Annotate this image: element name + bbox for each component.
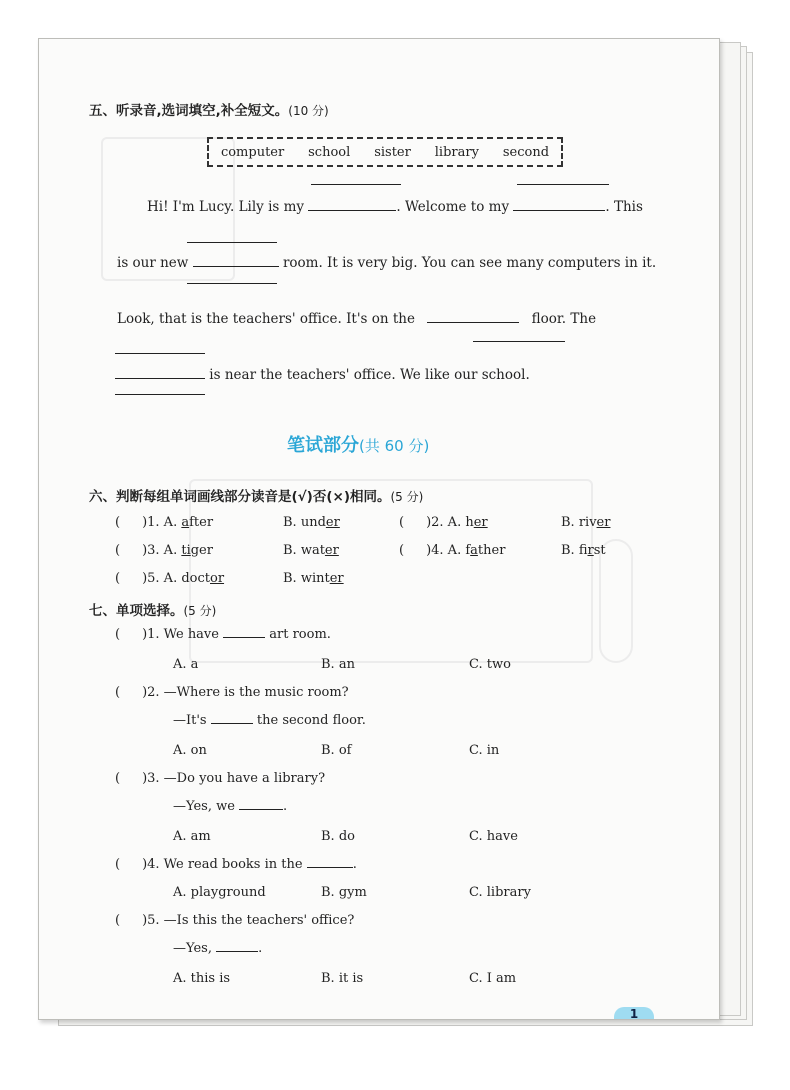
option-a[interactable]: A. playground	[173, 885, 266, 900]
word-a-underlined: a	[470, 543, 478, 558]
pronunciation-item-2	[399, 515, 488, 530]
question-blank[interactable]	[211, 723, 253, 724]
word-a: f	[465, 543, 471, 558]
question-stem: )1. We have	[142, 627, 219, 642]
answer-line	[517, 184, 609, 185]
option-b[interactable]: B. an	[321, 657, 355, 672]
section-6-title: 六、判断每组单词画线部分读音是(√)否(×)相同。	[89, 489, 391, 505]
word-a: fter	[189, 515, 214, 530]
word-bank	[207, 137, 563, 167]
pronunciation-item-4-b	[561, 543, 606, 558]
option-c[interactable]: C. I am	[469, 971, 517, 986]
answer-line	[115, 353, 205, 354]
answer-paren: (	[399, 543, 405, 558]
question-stem: .	[352, 857, 357, 872]
option-c[interactable]: C. have	[469, 829, 518, 844]
item-number: )3. A.	[142, 543, 182, 558]
answer-paren: (	[115, 543, 121, 558]
question-stem: —Yes, we	[173, 799, 235, 814]
passage-line-1	[147, 199, 643, 215]
option-c[interactable]: C. in	[469, 743, 500, 758]
answer-paren: (	[115, 771, 121, 786]
answer-paren: (	[115, 571, 121, 586]
choice-question-5	[115, 913, 354, 928]
section-5-title: 五、听录音,选词填空,补全短文。	[89, 103, 289, 119]
pronunciation-item-2-b	[561, 515, 610, 530]
option-b[interactable]: B. do	[321, 829, 355, 844]
page-number-tab	[614, 1007, 654, 1020]
section-6-points: (5 分)	[390, 490, 424, 504]
word-a: ther	[477, 543, 506, 558]
question-stem: art room.	[269, 627, 331, 642]
word-b-underlined: er	[324, 543, 339, 558]
question-stem: )5. —Is this the teachers' office?	[142, 913, 355, 928]
pronunciation-item-3	[115, 543, 213, 558]
passage-blank-2[interactable]	[513, 210, 605, 211]
passage-blank-5[interactable]	[115, 378, 205, 379]
word-a-underlined: ti	[181, 543, 191, 558]
pronunciation-item-5-b	[283, 571, 344, 586]
word-bank-item: second	[502, 144, 550, 160]
answer-paren: (	[399, 515, 405, 530]
pronunciation-item-1-b	[283, 515, 340, 530]
word-b: B. wat	[283, 543, 325, 558]
answer-paren: (	[115, 857, 121, 872]
option-c[interactable]: C. library	[469, 885, 531, 900]
question-stem: —It's	[173, 713, 207, 728]
item-number: )1. A.	[142, 515, 182, 530]
word-a: h	[465, 515, 474, 530]
choice-question-4	[115, 857, 357, 872]
answer-paren: (	[115, 515, 121, 530]
passage-text: Hi! I'm Lucy. Lily is my	[147, 199, 305, 215]
question-stem: )4. We read books in the	[142, 857, 303, 872]
passage-text: . This	[605, 199, 643, 215]
choice-question-2	[115, 685, 349, 700]
pronunciation-item-5	[115, 571, 224, 586]
question-stem: —Yes,	[173, 941, 212, 956]
word-bank-item: sister	[374, 144, 411, 160]
word-b-underlined: er	[596, 515, 611, 530]
worksheet-page	[38, 38, 720, 1020]
passage-text: is near the teachers' office. We like our school.	[209, 367, 530, 383]
written-part-label: 笔试部分	[287, 435, 359, 456]
section-7-heading	[89, 599, 216, 619]
question-blank[interactable]	[216, 951, 258, 952]
answer-paren: (	[115, 685, 121, 700]
answer-paren: (	[115, 913, 121, 928]
word-b: B. riv	[561, 515, 597, 530]
answer-paren: (	[115, 627, 121, 642]
answer-line	[187, 283, 277, 284]
pronunciation-item-3-b	[283, 543, 339, 558]
item-number: )5. A.	[142, 571, 182, 586]
section-5-heading	[89, 99, 329, 119]
question-stem: the second floor.	[256, 713, 366, 728]
word-bank-item: library	[434, 144, 479, 160]
word-b: B. und	[283, 515, 326, 530]
written-part-title	[287, 431, 429, 457]
question-stem: )2. —Where is the music room?	[142, 685, 349, 700]
word-bank-item: computer	[220, 144, 285, 160]
page-number: 1	[629, 1007, 639, 1020]
question-stem: )3. —Do you have a library?	[142, 771, 326, 786]
passage-text: Look, that is the teachers' office. It's on the	[117, 311, 415, 327]
pronunciation-item-4	[399, 543, 505, 558]
option-a[interactable]: A. this is	[173, 971, 231, 986]
word-a-underlined: or	[210, 571, 225, 586]
word-a: ger	[190, 543, 213, 558]
word-b-underlined: ir	[587, 543, 594, 558]
answer-line	[187, 242, 277, 243]
choice-question-3	[115, 771, 325, 786]
option-b[interactable]: B. of	[321, 743, 352, 758]
word-a: doct	[181, 571, 210, 586]
option-b[interactable]: B. it is	[321, 971, 364, 986]
section-7-points: (5 分)	[183, 604, 217, 618]
passage-line-4	[115, 367, 530, 383]
word-a-underlined: er	[473, 515, 488, 530]
passage-blank-3[interactable]	[193, 266, 279, 267]
question-stem: .	[283, 799, 288, 814]
passage-line-2	[117, 255, 656, 271]
option-c[interactable]: C. two	[469, 657, 511, 672]
answer-line	[473, 341, 565, 342]
section-6-heading	[89, 485, 423, 505]
pronunciation-item-1	[115, 515, 213, 530]
option-a[interactable]: A. am	[173, 829, 211, 844]
answer-line	[115, 394, 205, 395]
answer-line	[311, 184, 401, 185]
item-number: )2. A.	[426, 515, 466, 530]
passage-line-3	[117, 311, 596, 327]
written-part-points: (共 60 分)	[359, 437, 430, 455]
section-7-title: 七、单项选择。	[89, 603, 184, 619]
choice-question-1	[115, 627, 331, 642]
passage-blank-1[interactable]	[308, 210, 396, 211]
section-5-points: (10 分)	[288, 104, 329, 118]
option-b[interactable]: B. gym	[321, 885, 367, 900]
question-5-line-2	[173, 941, 262, 956]
item-number: )4. A.	[426, 543, 466, 558]
passage-text: is our new	[117, 255, 189, 271]
question-3-line-2	[173, 799, 287, 814]
question-stem: .	[258, 941, 263, 956]
question-blank[interactable]	[307, 867, 353, 868]
question-blank[interactable]	[239, 809, 283, 810]
word-b: st	[593, 543, 606, 558]
passage-text: room. It is very big. You can see many computers in it.	[282, 255, 657, 271]
word-a-underlined: a	[181, 515, 190, 530]
word-bank-item: school	[308, 144, 351, 160]
passage-blank-4[interactable]	[427, 322, 519, 323]
word-b: B. f	[561, 543, 588, 558]
word-b-underlined: er	[329, 571, 344, 586]
passage-text: floor. The	[531, 311, 597, 327]
word-b: B. wint	[283, 571, 330, 586]
option-a[interactable]: A. a	[173, 657, 199, 672]
word-b-underlined: er	[325, 515, 340, 530]
question-blank[interactable]	[223, 637, 265, 638]
passage-text: . Welcome to my	[396, 199, 510, 215]
question-2-line-2	[173, 713, 366, 728]
option-a[interactable]: A. on	[173, 743, 207, 758]
